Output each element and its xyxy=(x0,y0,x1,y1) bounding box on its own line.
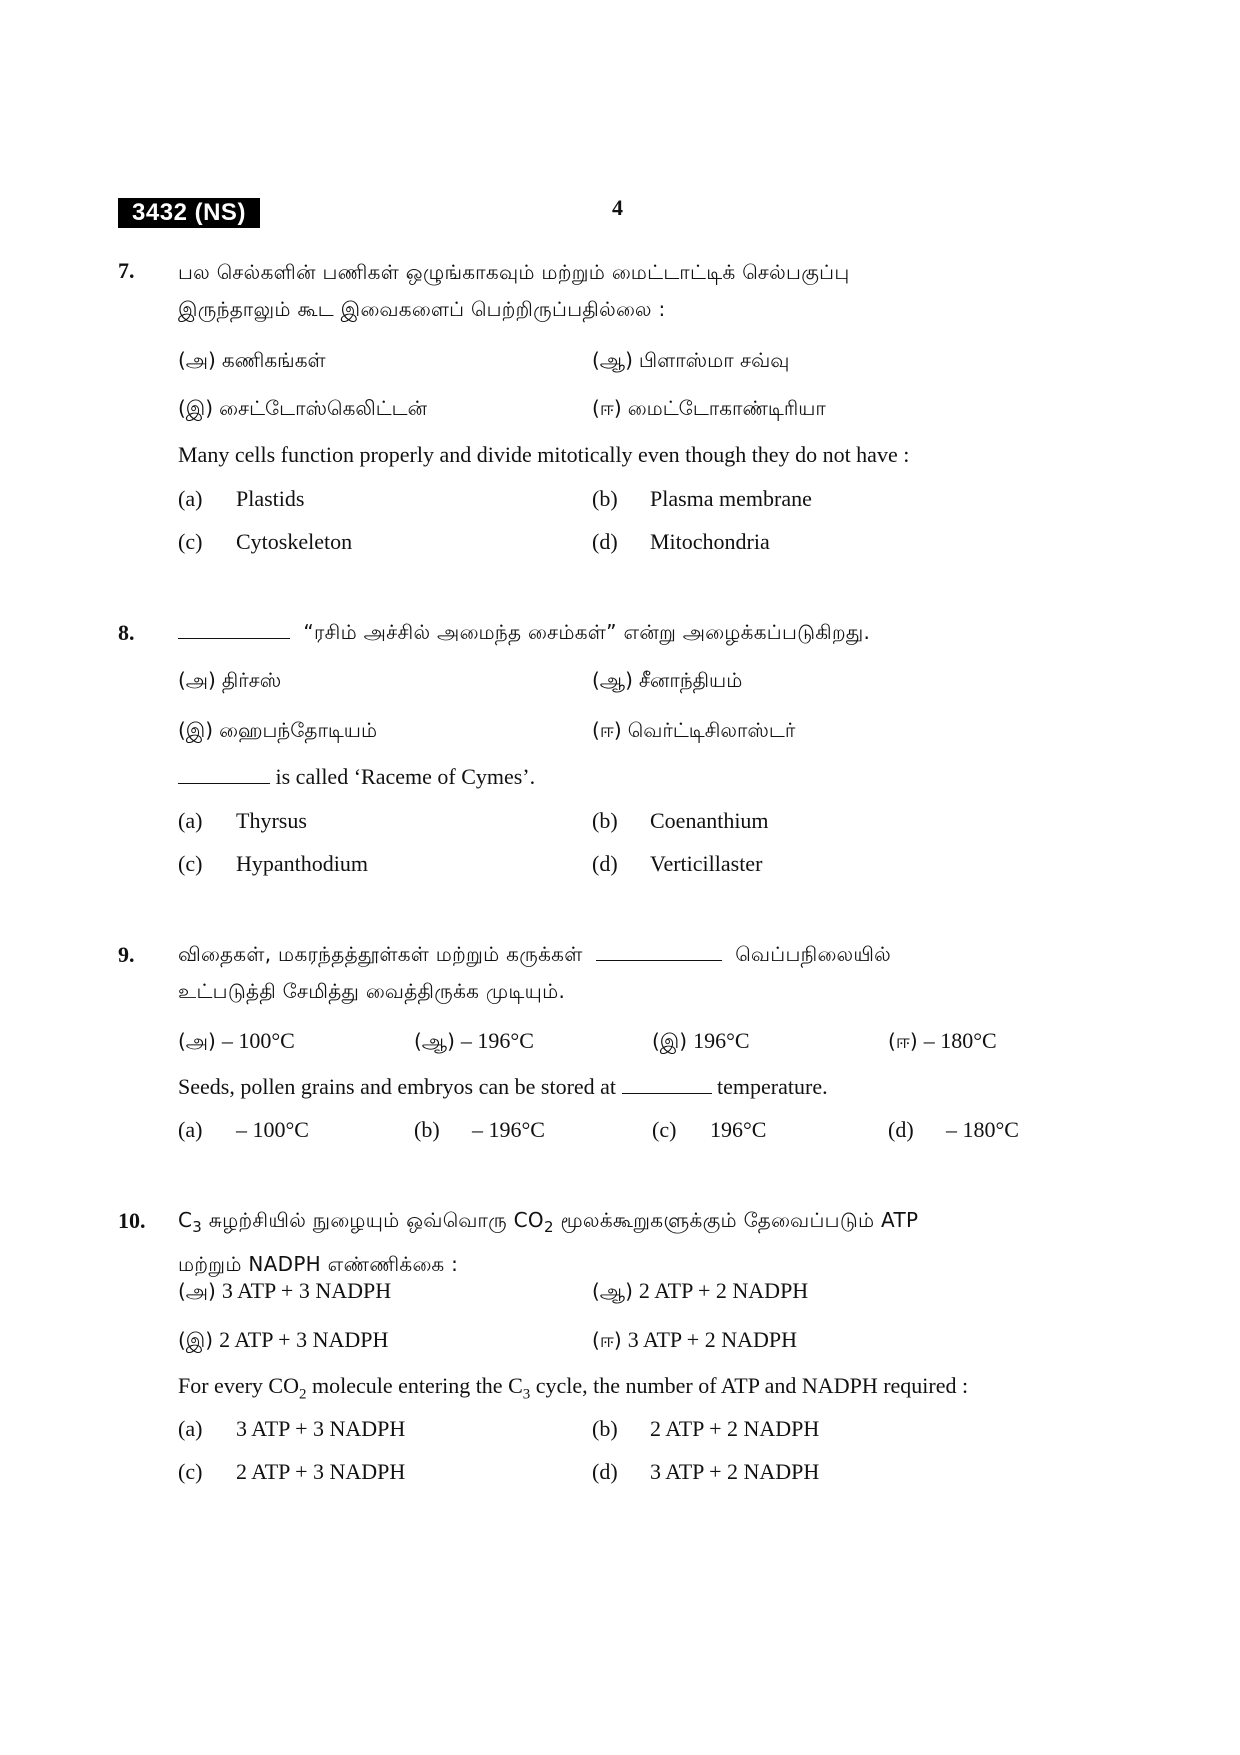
option-text: Mitochondria xyxy=(650,529,770,554)
tamil-option-a[interactable] xyxy=(178,348,326,375)
option-a[interactable] xyxy=(178,486,304,512)
option-text: 2 ATP + 3 NADPH xyxy=(236,1459,406,1484)
tamil-option-c[interactable] xyxy=(178,396,427,423)
question-english-text xyxy=(178,1373,968,1403)
option-label: (b) xyxy=(592,1416,618,1441)
tamil-text: விதைகள், மகரந்தத்தூள்கள் மற்றும் கருக்கள் xyxy=(178,942,583,966)
option-label: (ஈ) xyxy=(592,396,622,420)
question-number: 8. xyxy=(118,620,135,645)
option-label: (a) xyxy=(178,486,203,511)
option-label: (a) xyxy=(178,808,203,833)
tamil-option-d[interactable] xyxy=(592,396,826,423)
tamil-line: இருந்தாலும் கூட இவைகளைப் பெற்றிருப்பதில்லை : xyxy=(178,297,666,321)
option-label: (b) xyxy=(592,486,618,511)
option-text: – 196°C xyxy=(460,1028,534,1053)
english-text: cycle, the number of ATP and NADPH required : xyxy=(535,1373,969,1398)
option-label: (d) xyxy=(592,529,618,554)
option-label: (c) xyxy=(652,1117,677,1142)
paper-code-badge: 3432 (NS) xyxy=(118,198,260,228)
option-text: Coenanthium xyxy=(650,808,769,833)
option-text: பிளாஸ்மா சவ்வு xyxy=(638,348,790,372)
option-a[interactable] xyxy=(178,1117,309,1143)
answer-blank xyxy=(178,637,290,639)
option-label: (அ) xyxy=(178,1279,216,1303)
tamil-line: பல செல்களின் பணிகள் ஒழுங்காகவும் மற்றும் மைட்டாட்டிக் செல்பகுப்பு xyxy=(178,260,850,284)
tamil-option-d[interactable] xyxy=(592,1327,797,1355)
tamil-option-c[interactable] xyxy=(178,718,377,745)
formula-subscript: 2 xyxy=(298,1386,307,1403)
option-label: (ஈ) xyxy=(592,718,622,742)
option-text: திர்சஸ் xyxy=(221,668,282,692)
formula-subscript: 2 xyxy=(543,1218,554,1236)
formula-text: CO xyxy=(513,1208,544,1232)
answer-blank xyxy=(596,959,722,961)
question-tamil-text xyxy=(178,254,1078,328)
option-a[interactable] xyxy=(178,808,307,834)
tamil-line: மற்றும் NADPH எண்ணிக்கை : xyxy=(178,1252,459,1276)
tamil-line: “ரசிம் அச்சில் அமைந்த சைம்கள்” என்று அழைக்கப்படுகிறது. xyxy=(303,620,871,644)
option-text: 3 ATP + 3 NADPH xyxy=(221,1278,392,1303)
option-d[interactable] xyxy=(592,529,770,555)
tamil-option-b[interactable] xyxy=(592,1278,808,1306)
page-number: 4 xyxy=(612,195,623,220)
option-b[interactable] xyxy=(414,1117,545,1143)
tamil-option-a[interactable] xyxy=(178,1278,391,1306)
option-c[interactable] xyxy=(178,1459,405,1485)
tamil-option-b[interactable] xyxy=(414,1028,534,1056)
english-line: is called ‘Raceme of Cymes’. xyxy=(275,764,536,789)
question-tamil-text xyxy=(178,614,1078,651)
option-text: ஹைபந்தோடியம் xyxy=(219,718,378,742)
tamil-option-d[interactable] xyxy=(888,1028,997,1056)
option-b[interactable] xyxy=(592,808,769,834)
option-c[interactable] xyxy=(652,1117,766,1143)
tamil-option-b[interactable] xyxy=(592,348,789,375)
question-number: 9. xyxy=(118,942,135,967)
option-text: – 100°C xyxy=(221,1028,295,1053)
option-label: (இ) xyxy=(652,1029,688,1053)
question-english-text xyxy=(178,764,535,790)
tamil-text: சுழற்சியில் நுழையும் ஒவ்வொரு xyxy=(208,1208,507,1232)
option-label: (ஆ) xyxy=(592,348,633,372)
question-number: 7. xyxy=(118,258,135,283)
option-label: (அ) xyxy=(178,1029,216,1053)
option-label: (b) xyxy=(592,808,618,833)
formula-subscript: 3 xyxy=(192,1218,203,1236)
tamil-line xyxy=(178,936,1078,973)
option-label: (d) xyxy=(888,1117,914,1142)
option-text: 2 ATP + 3 NADPH xyxy=(219,1327,389,1352)
question-english-text xyxy=(178,1074,828,1100)
tamil-option-c[interactable] xyxy=(652,1028,750,1056)
option-text: – 100°C xyxy=(236,1117,309,1142)
option-label: (ஈ) xyxy=(888,1029,918,1053)
option-b[interactable] xyxy=(592,486,812,512)
option-label: (c) xyxy=(178,851,203,876)
option-label: (a) xyxy=(178,1416,203,1441)
tamil-option-a[interactable] xyxy=(178,1028,295,1056)
question-tamil-text xyxy=(178,936,1078,1010)
option-text: Verticillaster xyxy=(650,851,763,876)
option-text: 196°C xyxy=(710,1117,767,1142)
tamil-option-d[interactable] xyxy=(592,718,795,745)
option-label: (ஆ) xyxy=(592,1279,633,1303)
option-text: 2 ATP + 2 NADPH xyxy=(638,1278,809,1303)
tamil-option-b[interactable] xyxy=(592,668,742,695)
english-text: For every CO xyxy=(178,1373,299,1398)
tamil-line xyxy=(178,1202,1078,1246)
formula-text: C xyxy=(178,1208,193,1232)
tamil-text: வெப்பநிலையில் xyxy=(735,942,892,966)
option-text: மைட்டோகாண்டிரியா xyxy=(627,396,826,420)
question-english-text: Many cells function properly and divide mitotically even though they do not have : xyxy=(178,442,910,467)
option-label: (a) xyxy=(178,1117,203,1142)
option-text: 2 ATP + 2 NADPH xyxy=(650,1416,820,1441)
option-label: (அ) xyxy=(178,668,216,692)
english-text: molecule entering the C xyxy=(311,1373,523,1398)
option-d[interactable] xyxy=(592,1459,819,1485)
option-text: Plastids xyxy=(236,486,305,511)
option-text: 3 ATP + 2 NADPH xyxy=(627,1327,798,1352)
option-label: (ஈ) xyxy=(592,1328,622,1352)
option-text: – 180°C xyxy=(946,1117,1019,1142)
tamil-option-c[interactable] xyxy=(178,1327,388,1355)
option-text: சீனாந்தியம் xyxy=(638,668,743,692)
option-b[interactable] xyxy=(592,1416,819,1442)
option-text: 3 ATP + 3 NADPH xyxy=(236,1416,406,1441)
option-text: Cytoskeleton xyxy=(236,529,353,554)
option-text: கணிகங்கள் xyxy=(221,348,326,372)
question-number: 10. xyxy=(118,1208,146,1233)
tamil-option-a[interactable] xyxy=(178,668,281,695)
option-text: Hypanthodium xyxy=(236,851,368,876)
option-text: 196°C xyxy=(693,1028,750,1053)
option-text: 3 ATP + 2 NADPH xyxy=(650,1459,820,1484)
option-text: – 180°C xyxy=(923,1028,997,1053)
option-label: (ஆ) xyxy=(414,1029,455,1053)
answer-blank xyxy=(178,782,270,784)
english-text: temperature. xyxy=(717,1074,828,1099)
option-text: Thyrsus xyxy=(236,808,307,833)
option-label: (இ) xyxy=(178,1328,214,1352)
option-label: (இ) xyxy=(178,396,214,420)
tamil-line: உட்படுத்தி சேமித்து வைத்திருக்க முடியும். xyxy=(178,979,566,1003)
answer-blank xyxy=(622,1092,712,1094)
option-c[interactable] xyxy=(178,529,352,555)
option-text: Plasma membrane xyxy=(650,486,812,511)
option-label: (b) xyxy=(414,1117,440,1142)
option-text: – 196°C xyxy=(472,1117,545,1142)
option-d[interactable] xyxy=(592,851,762,877)
option-c[interactable] xyxy=(178,851,368,877)
option-a[interactable] xyxy=(178,1416,405,1442)
option-label: (ஆ) xyxy=(592,668,633,692)
option-d[interactable] xyxy=(888,1117,1019,1143)
option-text: சைட்டோஸ்கெலிட்டன் xyxy=(219,396,427,420)
option-label: (அ) xyxy=(178,348,216,372)
formula-subscript: 3 xyxy=(522,1386,531,1403)
tamil-text: மூலக்கூறுகளுக்கும் தேவைப்படும் ATP xyxy=(560,1208,919,1232)
option-label: (c) xyxy=(178,529,203,554)
option-label: (d) xyxy=(592,851,618,876)
question-tamil-text xyxy=(178,1202,1078,1283)
english-text: Seeds, pollen grains and embryos can be stored at xyxy=(178,1074,617,1099)
option-text: வெர்ட்டிசிலாஸ்டர் xyxy=(627,718,796,742)
option-label: (இ) xyxy=(178,718,214,742)
option-label: (c) xyxy=(178,1459,203,1484)
option-label: (d) xyxy=(592,1459,618,1484)
